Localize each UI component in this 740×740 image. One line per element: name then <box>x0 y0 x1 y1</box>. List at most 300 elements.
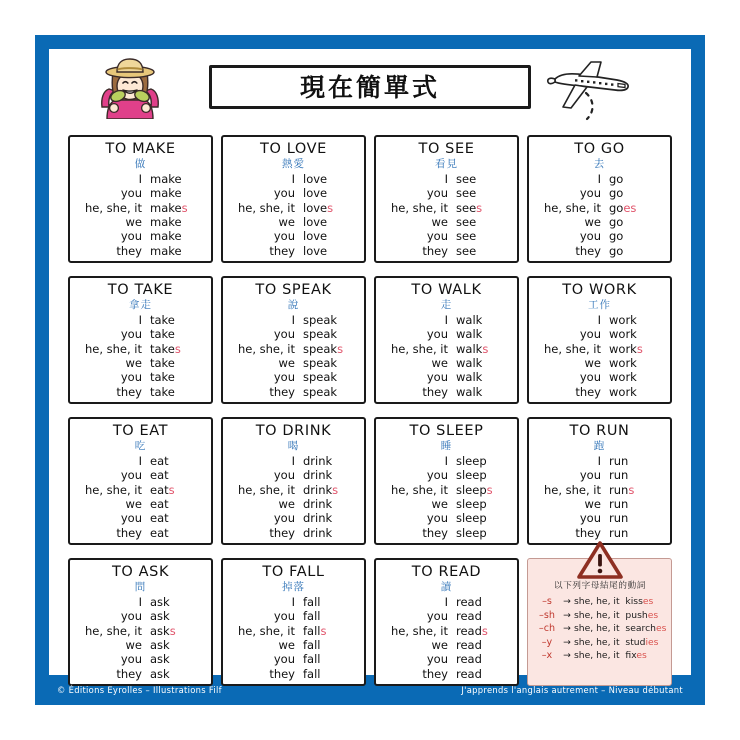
pronoun: he, she, it <box>237 341 295 356</box>
verb-form: read <box>456 638 482 653</box>
conjugation-row <box>76 172 205 186</box>
conjugation-row <box>229 511 358 525</box>
verb-card-to-ask <box>68 558 213 686</box>
poster-title-box <box>209 65 531 109</box>
verb-card-title: TO RUN <box>569 423 630 439</box>
arrow-icon: → <box>563 609 571 621</box>
verb-card-to-sleep <box>374 417 519 545</box>
pronoun: I <box>444 594 448 609</box>
conjugation-row <box>382 370 511 384</box>
pronoun: he, she, it <box>237 200 295 215</box>
pronoun: you <box>273 186 295 201</box>
verb-form: take <box>150 356 175 371</box>
conjugation-row <box>382 327 511 341</box>
verb-card-translation: 熱愛 <box>282 157 305 170</box>
conjugation-row <box>76 385 205 399</box>
pronoun: they <box>575 525 601 540</box>
verb-card-title: TO WALK <box>411 282 482 298</box>
verb-card-title: TO LOVE <box>260 141 327 157</box>
conjugation-row <box>535 356 664 370</box>
conjugation-row <box>382 624 511 638</box>
conjugation-row <box>535 526 664 540</box>
verb-form: runs <box>609 482 635 497</box>
pronoun: I <box>138 594 142 609</box>
pronoun: you <box>273 370 295 385</box>
pronoun: they <box>575 384 601 399</box>
verb-card-translation: 去 <box>593 157 606 170</box>
pronoun: they <box>422 525 448 540</box>
third-person-suffix: s <box>320 623 327 638</box>
third-person-suffix: s <box>476 200 483 215</box>
pronoun: you <box>273 609 295 624</box>
conjugation-row <box>535 201 664 215</box>
verb-form: love <box>303 229 328 244</box>
verb-form: ask <box>150 609 170 624</box>
pronoun: you <box>426 327 448 342</box>
third-person-suffix: s <box>181 200 188 215</box>
pronoun: he, she, it <box>390 623 448 638</box>
conjugation-row <box>76 468 205 482</box>
conjugation-row <box>76 483 205 497</box>
verb-form: eat <box>150 468 169 483</box>
rule-example: she, he, it searches <box>574 623 667 635</box>
pronoun: he, she, it <box>237 623 295 638</box>
verb-form: speak <box>303 370 338 385</box>
conjugation-row <box>76 229 205 243</box>
verb-form: take <box>150 327 175 342</box>
pronoun: they <box>269 384 295 399</box>
verb-card-translation: 掉落 <box>282 580 305 593</box>
conjugation-row <box>535 483 664 497</box>
pronoun: you <box>273 652 295 667</box>
conjugation-row <box>382 511 511 525</box>
verb-card-to-take <box>68 276 213 404</box>
conjugation-row <box>535 511 664 525</box>
verb-form: drink <box>303 453 333 468</box>
arrow-icon: → <box>563 636 571 648</box>
conjugation-row <box>76 497 205 511</box>
pronoun: we <box>278 215 295 230</box>
verb-form: love <box>303 171 328 186</box>
pronoun: you <box>120 327 142 342</box>
pronoun: I <box>291 594 295 609</box>
verb-card-title: TO WORK <box>562 282 637 298</box>
verb-card-to-go <box>527 135 672 263</box>
rule-suffix: –y <box>541 636 553 648</box>
verb-card-title: TO ASK <box>111 564 170 580</box>
conjugation-row <box>535 186 664 200</box>
verb-form: work <box>609 356 637 371</box>
pronoun: you <box>579 468 601 483</box>
arrow-icon: → <box>563 596 571 608</box>
third-person-suffix: s <box>486 482 493 497</box>
pronoun: I <box>444 171 448 186</box>
conjugation-rows <box>76 313 205 399</box>
conjugation-rows <box>76 172 205 258</box>
conjugation-rows <box>76 595 205 681</box>
verb-form: make <box>150 229 182 244</box>
conjugation-row <box>382 652 511 666</box>
conjugation-row <box>229 483 358 497</box>
pronoun: I <box>291 312 295 327</box>
third-person-suffix: s <box>482 341 489 356</box>
pronoun: they <box>269 243 295 258</box>
verb-form: run <box>609 497 629 512</box>
spelling-rule-row <box>534 609 666 622</box>
conjugation-row <box>229 497 358 511</box>
verb-form: take <box>150 312 175 327</box>
pronoun: we <box>431 497 448 512</box>
conjugation-row <box>229 215 358 229</box>
poster-paper <box>49 49 691 681</box>
conjugation-row <box>229 638 358 652</box>
conjugation-rows <box>382 172 511 258</box>
verb-form: see <box>456 171 477 186</box>
verb-form: run <box>609 453 629 468</box>
third-person-suffix: s <box>636 341 643 356</box>
verb-form: walk <box>456 384 483 399</box>
rule-suffix: –s <box>542 596 552 608</box>
conjugation-row <box>535 497 664 511</box>
conjugation-row <box>76 370 205 384</box>
verb-form: loves <box>303 200 334 215</box>
pronoun: I <box>291 453 295 468</box>
verb-form: love <box>303 243 328 258</box>
conjugation-row <box>229 595 358 609</box>
rule-suffix: –sh <box>539 609 555 621</box>
pronoun: he, she, it <box>390 200 448 215</box>
verb-form: speak <box>303 312 338 327</box>
verb-card-translation: 做 <box>134 157 147 170</box>
verb-form: sleep <box>456 468 487 483</box>
verb-card-translation: 吃 <box>134 439 147 452</box>
verb-card-title: TO SEE <box>418 141 475 157</box>
traveler-girl-icon <box>91 55 169 123</box>
verb-card-title: TO SPEAK <box>255 282 332 298</box>
pronoun: you <box>426 229 448 244</box>
verb-form: sees <box>456 200 483 215</box>
pronoun: he, she, it <box>84 200 142 215</box>
verb-card-to-work <box>527 276 672 404</box>
conjugation-row <box>76 313 205 327</box>
rule-example: she, he, it fixes <box>574 649 647 661</box>
pronoun: I <box>444 453 448 468</box>
verb-form: speak <box>303 356 338 371</box>
pronoun: you <box>579 229 601 244</box>
conjugation-row <box>229 201 358 215</box>
verb-form: drink <box>303 468 333 483</box>
conjugation-row <box>76 356 205 370</box>
spelling-rule-row <box>534 636 666 649</box>
pronoun: he, she, it <box>543 200 601 215</box>
footer-series: J'apprends l'anglais autrement – Niveau débutant <box>461 685 683 695</box>
verb-form: make <box>150 215 182 230</box>
conjugation-row <box>535 385 664 399</box>
rule-example: she, he, it kisses <box>574 596 654 608</box>
verb-form: eat <box>150 497 169 512</box>
pronoun: he, she, it <box>390 341 448 356</box>
conjugation-row <box>76 201 205 215</box>
verb-form: walk <box>456 312 483 327</box>
poster-header <box>49 49 691 121</box>
verb-card-to-fall <box>221 558 366 686</box>
verb-form: ask <box>150 638 170 653</box>
conjugation-row <box>382 483 511 497</box>
pronoun: they <box>269 666 295 681</box>
conjugation-row <box>535 327 664 341</box>
verb-card-grid <box>68 135 674 686</box>
pronoun: we <box>125 215 142 230</box>
verb-form: drink <box>303 511 333 526</box>
pronoun: we <box>584 215 601 230</box>
verb-form: works <box>609 341 643 356</box>
pronoun: you <box>120 652 142 667</box>
pronoun: you <box>426 468 448 483</box>
third-person-suffix: s <box>337 341 344 356</box>
verb-form: eat <box>150 511 169 526</box>
verb-form: sleep <box>456 497 487 512</box>
conjugation-rows <box>382 595 511 681</box>
verb-form: takes <box>150 341 181 356</box>
third-person-suffix: s <box>327 200 334 215</box>
spelling-rule-row <box>534 649 666 662</box>
pronoun: you <box>273 327 295 342</box>
conjugation-row <box>76 244 205 258</box>
verb-form: go <box>609 171 624 186</box>
conjugation-row <box>76 609 205 623</box>
verb-form: walk <box>456 356 483 371</box>
verb-card-title: TO GO <box>574 141 625 157</box>
verb-card-translation: 拿走 <box>129 298 152 311</box>
verb-form: ask <box>150 594 170 609</box>
pronoun: I <box>138 453 142 468</box>
third-person-suffix: s <box>332 482 339 497</box>
rule-example: she, he, it pushes <box>574 609 659 621</box>
pronoun: they <box>422 384 448 399</box>
conjugation-rows <box>535 172 664 258</box>
verb-form: work <box>609 312 637 327</box>
verb-form: asks <box>150 623 176 638</box>
pronoun: they <box>116 384 142 399</box>
verb-form: sleep <box>456 453 487 468</box>
pronoun: I <box>291 171 295 186</box>
verb-card-title: TO SLEEP <box>409 423 484 439</box>
verb-form: read <box>456 652 482 667</box>
conjugation-row <box>382 356 511 370</box>
conjugation-row <box>382 638 511 652</box>
verb-form: work <box>609 327 637 342</box>
verb-form: work <box>609 370 637 385</box>
pronoun: they <box>116 525 142 540</box>
conjugation-rows <box>229 454 358 540</box>
conjugation-row <box>229 652 358 666</box>
verb-form: ask <box>150 652 170 667</box>
verb-form: fall <box>303 609 321 624</box>
conjugation-row <box>382 201 511 215</box>
pronoun: you <box>120 370 142 385</box>
third-person-suffix: s <box>174 341 181 356</box>
conjugation-row <box>229 342 358 356</box>
pronoun: you <box>120 609 142 624</box>
conjugation-row <box>76 342 205 356</box>
pronoun: we <box>584 356 601 371</box>
conjugation-row <box>76 624 205 638</box>
conjugation-row <box>535 229 664 243</box>
verb-form: fall <box>303 652 321 667</box>
airplane-icon <box>539 53 637 127</box>
conjugation-row <box>229 526 358 540</box>
verb-form: eats <box>150 482 175 497</box>
page-title: 現在簡單式 <box>299 72 440 102</box>
verb-form: go <box>609 186 624 201</box>
verb-card-translation: 問 <box>134 580 147 593</box>
pronoun: he, she, it <box>84 482 142 497</box>
third-person-suffix: s <box>481 623 488 638</box>
pronoun: we <box>431 638 448 653</box>
pronoun: he, she, it <box>84 341 142 356</box>
pronoun: we <box>431 356 448 371</box>
third-person-suffix: es <box>623 200 637 215</box>
pronoun: he, she, it <box>84 623 142 638</box>
conjugation-rows <box>382 313 511 399</box>
spelling-rule-row <box>534 622 666 635</box>
pronoun: we <box>125 638 142 653</box>
pronoun: you <box>120 186 142 201</box>
pronoun: we <box>125 497 142 512</box>
verb-form: reads <box>456 623 488 638</box>
conjugation-rows <box>76 454 205 540</box>
verb-form: walk <box>456 370 483 385</box>
verb-form: sleep <box>456 525 487 540</box>
conjugation-row <box>382 497 511 511</box>
third-person-suffix: s <box>628 482 635 497</box>
pronoun: I <box>597 453 601 468</box>
conjugation-rows <box>535 313 664 399</box>
verb-form: take <box>150 370 175 385</box>
pronoun: you <box>426 511 448 526</box>
conjugation-row <box>382 342 511 356</box>
verb-card-title: TO FALL <box>262 564 325 580</box>
conjugation-row <box>382 313 511 327</box>
conjugation-row <box>535 172 664 186</box>
verb-card-title: TO READ <box>411 564 482 580</box>
verb-card-to-drink <box>221 417 366 545</box>
verb-card-title: TO DRINK <box>255 423 332 439</box>
conjugation-row <box>382 172 511 186</box>
conjugation-rows <box>535 454 664 540</box>
verb-card-to-speak <box>221 276 366 404</box>
conjugation-rows <box>229 595 358 681</box>
conjugation-row <box>229 370 358 384</box>
rule-example: she, he, it studies <box>574 636 659 648</box>
conjugation-row <box>535 215 664 229</box>
verb-card-translation: 說 <box>287 298 300 311</box>
verb-card-to-walk <box>374 276 519 404</box>
conjugation-row <box>229 327 358 341</box>
verb-form: speak <box>303 327 338 342</box>
verb-form: eat <box>150 453 169 468</box>
verb-card-translation: 讀 <box>440 580 453 593</box>
verb-form: run <box>609 468 629 483</box>
verb-form: see <box>456 229 477 244</box>
verb-card-translation: 睡 <box>440 439 453 452</box>
verb-form: fall <box>303 666 321 681</box>
poster-frame <box>35 35 705 705</box>
pronoun: you <box>426 609 448 624</box>
conjugation-row <box>535 468 664 482</box>
pronoun: I <box>597 171 601 186</box>
pronoun: you <box>426 186 448 201</box>
verb-form: walk <box>456 327 483 342</box>
conjugation-row <box>535 313 664 327</box>
conjugation-row <box>76 454 205 468</box>
pronoun: I <box>138 312 142 327</box>
pronoun: he, she, it <box>543 482 601 497</box>
pronoun: we <box>278 356 295 371</box>
pronoun: they <box>422 243 448 258</box>
conjugation-row <box>229 385 358 399</box>
conjugation-rows <box>229 172 358 258</box>
verb-form: drink <box>303 525 333 540</box>
conjugation-row <box>382 526 511 540</box>
conjugation-row <box>382 215 511 229</box>
verb-card-translation: 走 <box>440 298 453 311</box>
conjugation-row <box>229 172 358 186</box>
conjugation-row <box>382 244 511 258</box>
verb-form: go <box>609 229 624 244</box>
rule-suffix: –ch <box>538 623 556 635</box>
verb-card-translation: 跑 <box>593 439 606 452</box>
conjugation-row <box>229 313 358 327</box>
verb-form: ask <box>150 666 170 681</box>
conjugation-row <box>76 327 205 341</box>
footer-credit: © Éditions Eyrolles – Illustrations Filf <box>57 685 222 695</box>
pronoun: we <box>431 215 448 230</box>
conjugation-row <box>229 356 358 370</box>
conjugation-row <box>229 609 358 623</box>
pronoun: you <box>120 468 142 483</box>
verb-form: love <box>303 186 328 201</box>
verb-form: see <box>456 215 477 230</box>
verb-form: see <box>456 186 477 201</box>
pronoun: they <box>422 666 448 681</box>
conjugation-row <box>382 385 511 399</box>
verb-form: makes <box>150 200 188 215</box>
verb-form: speak <box>303 384 338 399</box>
verb-form: fall <box>303 638 321 653</box>
verb-card-title: TO TAKE <box>107 282 174 298</box>
verb-form: sleeps <box>456 482 493 497</box>
pronoun: he, she, it <box>543 341 601 356</box>
spelling-rule-row <box>534 595 666 608</box>
verb-form: run <box>609 511 629 526</box>
pronoun: he, she, it <box>390 482 448 497</box>
verb-form: take <box>150 384 175 399</box>
pronoun: they <box>575 243 601 258</box>
verb-form: goes <box>609 200 637 215</box>
conjugation-row <box>382 595 511 609</box>
verb-form: fall <box>303 594 321 609</box>
spelling-rules-box <box>527 558 672 686</box>
pronoun: they <box>116 666 142 681</box>
verb-form: make <box>150 243 182 258</box>
verb-form: make <box>150 171 182 186</box>
conjugation-row <box>229 244 358 258</box>
conjugation-row <box>535 244 664 258</box>
arrow-icon: → <box>563 623 571 635</box>
conjugation-row <box>76 595 205 609</box>
conjugation-row <box>382 454 511 468</box>
